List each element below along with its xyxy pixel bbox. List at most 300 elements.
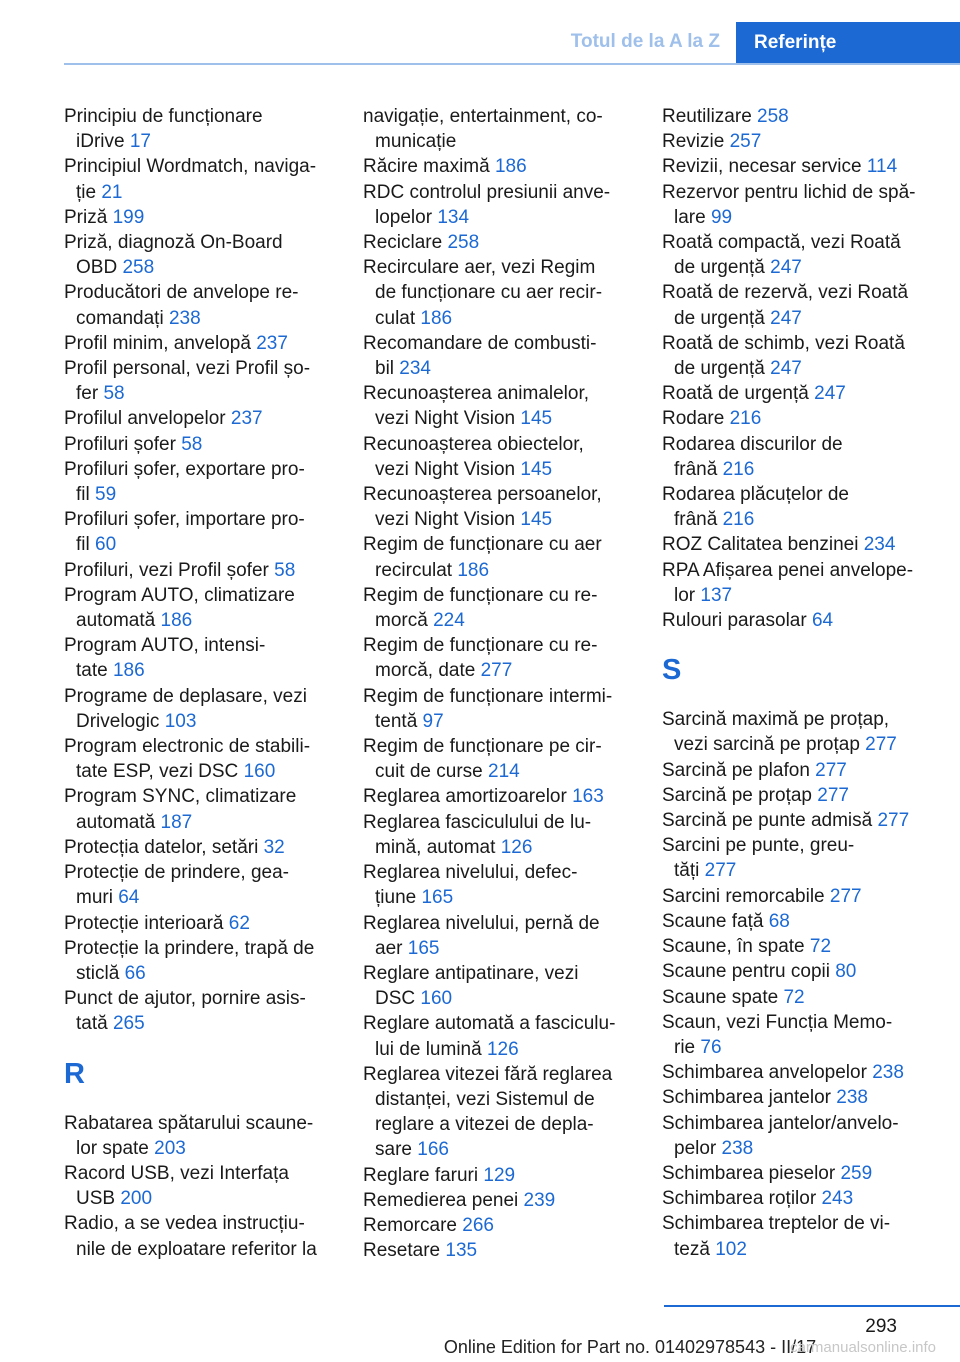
entry-text: fil: [76, 484, 90, 506]
page-reference-link[interactable]: 68: [768, 910, 790, 932]
index-entry: [64, 986, 334, 1036]
entry-text: lor spate: [76, 1137, 149, 1159]
index-entry: [662, 1211, 932, 1261]
index-entry: [64, 457, 334, 507]
entry-text: ție: [76, 181, 97, 203]
entry-text: Rabatarea spătarului scaune-: [64, 1112, 314, 1134]
entry-text: Sarcină pe plafon: [662, 759, 810, 781]
page-reference-link[interactable]: 32: [263, 836, 285, 858]
entry-text: Reutilizare: [662, 106, 752, 127]
index-entry: [64, 406, 334, 431]
entry-text: Răcire maximă: [363, 156, 490, 178]
entry-text: Reciclare: [363, 232, 443, 254]
entry-text: OBD: [76, 257, 118, 279]
entry-text: distanței, vezi Sistemul de: [375, 1088, 595, 1110]
page-reference-link[interactable]: 99: [710, 206, 733, 228]
index-entry: [662, 608, 932, 633]
index-entry: [662, 707, 932, 757]
page-reference-link[interactable]: 239: [523, 1189, 556, 1211]
page-reference-link[interactable]: 237: [230, 408, 263, 430]
entry-text: tate: [76, 660, 108, 682]
entry-text: Profilul anvelopelor: [64, 408, 226, 430]
entry-text: lor: [674, 584, 696, 606]
index-entry: [363, 230, 633, 255]
index-entry-continuation: [363, 104, 633, 154]
entry-text: pelor: [674, 1137, 717, 1159]
entry-text: Scaune, în spate: [662, 936, 805, 958]
entry-text: Recunoașterea obiectelor,: [363, 433, 584, 455]
page-reference-link[interactable]: 216: [729, 408, 762, 430]
page-reference-link[interactable]: 200: [120, 1188, 153, 1210]
page-reference-link[interactable]: 72: [809, 936, 832, 958]
index-entry: [662, 884, 932, 909]
entry-text: Reglarea nivelului, pernă de: [363, 912, 600, 934]
page-reference-link[interactable]: 80: [835, 961, 857, 983]
entry-text: Profiluri șofer, importare pro-: [64, 509, 305, 531]
page-reference-link[interactable]: 257: [729, 131, 762, 153]
entry-text: Protecție de prindere, gea-: [64, 862, 289, 884]
index-entry: [64, 835, 334, 860]
page-reference-link[interactable]: 259: [840, 1162, 873, 1184]
index-entry: [662, 758, 932, 783]
page-reference-link[interactable]: 277: [865, 734, 897, 756]
entry-text: Profil minim, anvelopă: [64, 332, 251, 354]
entry-text: vezi Night Vision: [375, 509, 516, 531]
entry-text: Rodare: [662, 408, 725, 430]
entry-text: teză: [674, 1238, 710, 1260]
entry-text: frână: [674, 458, 718, 480]
page-reference-link[interactable]: 76: [700, 1036, 722, 1058]
entry-text: Schimbarea roților: [662, 1188, 817, 1210]
index-entry: [662, 1111, 932, 1161]
entry-text: Rezervor pentru lichid de spă-: [662, 181, 916, 203]
page-reference-link[interactable]: 243: [821, 1188, 854, 1210]
page-reference-link[interactable]: 129: [483, 1164, 516, 1186]
entry-text: Rulouri parasolar: [662, 610, 807, 632]
entry-text: morcă: [375, 610, 428, 632]
entry-text: Rodarea discurilor de: [662, 433, 843, 455]
entry-text: tentă: [375, 710, 418, 732]
page-reference-link[interactable]: 277: [817, 784, 849, 806]
page-reference-link[interactable]: 199: [112, 206, 145, 228]
index-entry: [662, 1060, 932, 1085]
index-entry: [64, 936, 334, 986]
index-entry: [363, 532, 633, 582]
index-entry: [64, 583, 334, 633]
index-entry: [64, 356, 334, 406]
entry-text: Drivelogic: [76, 710, 160, 732]
entry-text: tăți: [674, 860, 700, 882]
page-reference-link[interactable]: 114: [866, 156, 898, 178]
page-reference-link[interactable]: 234: [863, 534, 896, 556]
page-reference-link[interactable]: 64: [118, 887, 140, 909]
section-letter: S: [662, 654, 682, 687]
index-entry: [662, 381, 932, 406]
entry-text: Recunoașterea animalelor,: [363, 383, 590, 405]
page-reference-link[interactable]: 214: [488, 761, 520, 783]
page-reference-link[interactable]: 165: [407, 937, 440, 959]
index-entry: [363, 583, 633, 633]
entry-text: vezi Night Vision: [375, 458, 516, 480]
page-reference-link[interactable]: 145: [520, 408, 553, 430]
entry-text: iDrive: [76, 131, 125, 153]
page-reference-link[interactable]: 238: [168, 307, 201, 329]
entry-text: tată: [76, 1013, 108, 1035]
entry-text: Protecția datelor, setări: [64, 836, 259, 858]
header-rule: [64, 63, 960, 65]
index-entry: [64, 230, 334, 280]
entry-text: Roată de schimb, vezi Roată: [662, 332, 905, 354]
entry-text: aer: [375, 937, 403, 959]
index-entry: [662, 406, 932, 431]
entry-text: Regim de funcționare cu re-: [363, 635, 598, 657]
entry-text: Revizie: [662, 131, 725, 153]
page-reference-link[interactable]: 58: [103, 383, 125, 405]
index-entry: [662, 180, 932, 230]
entry-text: Regim de funcționare intermi-: [363, 685, 613, 707]
entry-text: municație: [375, 131, 457, 153]
entry-text: Radio, a se vedea instrucțiu-: [64, 1213, 305, 1235]
entry-text: Reglarea amortizoarelor: [363, 786, 567, 808]
page-reference-link[interactable]: 163: [572, 786, 604, 808]
entry-text: DSC: [375, 988, 416, 1010]
index-entry: [363, 961, 633, 1011]
index-entry: [662, 129, 932, 154]
tab-references[interactable]: Referințe: [736, 22, 960, 63]
entry-text: vezi sarcină pe proțap: [674, 734, 860, 756]
page-reference-link[interactable]: 238: [872, 1062, 904, 1084]
page-reference-link[interactable]: 265: [112, 1013, 145, 1035]
entry-text: Regim de funcționare cu re-: [363, 584, 598, 606]
entry-text: Scaune pentru copii: [662, 961, 830, 983]
index-entry: [363, 180, 633, 230]
entry-text: rie: [674, 1036, 696, 1058]
page-reference-link[interactable]: 62: [228, 912, 250, 934]
index-entry: [363, 482, 633, 532]
entry-text: morcă, date: [375, 660, 476, 682]
page-reference-link[interactable]: 135: [445, 1240, 478, 1262]
index-entry: [662, 331, 932, 381]
index-entry: [662, 934, 932, 959]
entry-text: Sarcini pe punte, greu-: [662, 835, 855, 857]
page-reference-link[interactable]: 134: [437, 206, 470, 228]
index-entry: [662, 909, 932, 934]
page-reference-link[interactable]: 186: [457, 559, 490, 581]
entry-text: Reglare automată a fasciculu-: [363, 1013, 616, 1035]
page-reference-link[interactable]: 186: [420, 307, 453, 329]
entry-text: de urgență: [674, 358, 765, 380]
index-entry: [363, 1213, 633, 1238]
entry-text: fil: [76, 534, 90, 556]
entry-text: de urgență: [674, 307, 765, 329]
index-entry: [363, 784, 633, 809]
entry-text: tate ESP, vezi DSC: [76, 761, 239, 783]
watermark: carmanualsonline.info: [790, 1339, 936, 1356]
entry-text: Program AUTO, intensi-: [64, 635, 266, 657]
index-entry: [662, 280, 932, 330]
page-reference-link[interactable]: 58: [274, 559, 296, 581]
entry-text: comandați: [76, 307, 164, 329]
index-entry: [363, 1238, 633, 1263]
page-reference-link[interactable]: 266: [462, 1214, 494, 1236]
page-reference-link[interactable]: 160: [420, 988, 453, 1010]
index-entry: [662, 959, 932, 984]
entry-text: țiune: [375, 887, 417, 909]
entry-text: lopelor: [375, 206, 433, 228]
entry-text: lui de lumină: [375, 1038, 482, 1060]
entry-text: Reglarea fasciculului de lu-: [363, 811, 592, 833]
page-reference-link[interactable]: 216: [722, 458, 755, 480]
entry-text: Reglarea vitezei fără reglarea: [363, 1063, 613, 1085]
entry-text: culat: [375, 307, 416, 329]
entry-text: Reglarea nivelului, defec-: [363, 862, 578, 884]
page-reference-link[interactable]: 166: [417, 1139, 449, 1161]
entry-text: Principiul Wordmatch, naviga-: [64, 156, 317, 178]
entry-text: Recirculare aer, vezi Regim: [363, 257, 596, 279]
page-reference-link[interactable]: 247: [770, 257, 802, 279]
entry-text: Reglare faruri: [363, 1164, 479, 1186]
entry-text: Profiluri șofer, exportare pro-: [64, 458, 305, 480]
page-reference-link[interactable]: 66: [124, 962, 146, 984]
entry-text: Sarcină pe punte admisă: [662, 810, 873, 832]
index-entry: [64, 507, 334, 557]
index-entry: [64, 331, 334, 356]
entry-text: cuit de curse: [375, 761, 483, 783]
entry-text: Rodarea plăcuțelor de: [662, 484, 849, 506]
page-reference-link[interactable]: 258: [757, 106, 789, 127]
entry-text: recirculat: [375, 559, 453, 581]
page-reference-link[interactable]: 145: [520, 458, 553, 480]
page-reference-link[interactable]: 238: [836, 1087, 868, 1109]
index-entry: [662, 482, 932, 532]
page-reference-link[interactable]: 58: [181, 433, 203, 455]
index-entry: [662, 1186, 932, 1211]
entry-text: Schimbarea treptelor de vi-: [662, 1213, 891, 1235]
index-entry: [363, 860, 633, 910]
entry-text: de urgență: [674, 257, 765, 279]
entry-text: navigație, entertainment, co-: [363, 106, 603, 127]
entry-text: Program AUTO, climatizare: [64, 584, 295, 606]
page-reference-link[interactable]: 234: [399, 358, 431, 380]
page-reference-link[interactable]: 277: [829, 885, 862, 907]
index-entry: [64, 633, 334, 683]
index-entry: [662, 985, 932, 1010]
page-reference-link[interactable]: 237: [256, 332, 288, 354]
entry-text: mină, automat: [375, 836, 496, 858]
page-reference-link[interactable]: 145: [520, 509, 553, 531]
page-reference-link[interactable]: 247: [770, 307, 802, 329]
page-reference-link[interactable]: 187: [160, 811, 193, 833]
page-reference-link[interactable]: 277: [704, 860, 737, 882]
entry-text: Programe de deplasare, vezi: [64, 685, 307, 707]
page-reference-link[interactable]: 160: [243, 761, 276, 783]
index-entry: [363, 684, 633, 734]
entry-text: Schimbarea anvelopelor: [662, 1062, 867, 1084]
page-reference-link[interactable]: 126: [486, 1038, 519, 1060]
index-entry: [64, 154, 334, 204]
page-reference-link[interactable]: 137: [700, 584, 733, 606]
page-reference-link[interactable]: 186: [494, 156, 527, 178]
entry-text: Reglare antipatinare, vezi: [363, 962, 579, 984]
page-reference-link[interactable]: 277: [815, 759, 847, 781]
index-entry: [64, 558, 334, 583]
entry-text: Sarcină pe proțap: [662, 784, 812, 806]
page-number: 293: [865, 1316, 897, 1337]
page-reference-link[interactable]: 64: [811, 610, 834, 632]
entry-text: muri: [76, 887, 113, 909]
index-entry: [662, 783, 932, 808]
index-entry: [363, 1163, 633, 1188]
index-entry: [363, 1011, 633, 1061]
entry-text: Recomandare de combusti-: [363, 332, 597, 354]
page-reference-link[interactable]: 277: [877, 810, 910, 832]
entry-text: ROZ Calitatea benzinei: [662, 534, 859, 556]
index-entry: [363, 1062, 633, 1163]
index-entry: [363, 331, 633, 381]
entry-text: reglare a vitezei de depla-: [375, 1114, 594, 1136]
entry-text: Resetare: [363, 1240, 441, 1262]
footer-rule: [664, 1305, 960, 1307]
index-entry: [363, 154, 633, 179]
index-entry: [662, 532, 932, 557]
page-reference-link[interactable]: 258: [447, 232, 480, 254]
index-entry: [363, 1188, 633, 1213]
page-reference-link[interactable]: 97: [422, 710, 444, 732]
entry-text: Remorcare: [363, 1214, 457, 1236]
entry-text: sare: [375, 1139, 412, 1161]
entry-text: Program SYNC, climatizare: [64, 786, 297, 808]
entry-text: Producători de anvelope re-: [64, 282, 299, 304]
entry-text: Profil personal, vezi Profil șo-: [64, 358, 311, 380]
page-reference-link[interactable]: 277: [480, 660, 513, 682]
entry-text: Recunoașterea persoanelor,: [363, 484, 602, 506]
page-reference-link[interactable]: 17: [129, 131, 151, 153]
entry-text: Principiu de funcționare: [64, 106, 263, 127]
entry-text: Priză: [64, 206, 108, 228]
index-column-1: [64, 104, 334, 1262]
index-column-2: [363, 104, 633, 1263]
index-entry: [662, 1161, 932, 1186]
entry-text: Schimbarea jantelor: [662, 1087, 831, 1109]
entry-text: de funcționare cu aer recir-: [375, 282, 603, 304]
entry-text: Sarcini remorcabile: [662, 885, 825, 907]
index-entry: [64, 784, 334, 834]
page-reference-link[interactable]: 102: [715, 1238, 747, 1260]
entry-text: Racord USB, vezi Interfața: [64, 1162, 289, 1184]
index-entry: [64, 684, 334, 734]
entry-text: fer: [76, 383, 99, 405]
index-entry: [662, 432, 932, 482]
page-reference-link[interactable]: 165: [421, 887, 454, 909]
entry-text: Roată compactă, vezi Roată: [662, 232, 901, 254]
page-reference-link[interactable]: 60: [95, 534, 117, 556]
entry-text: Sarcină maximă pe proțap,: [662, 709, 890, 731]
index-entry: [662, 154, 932, 179]
page-reference-link[interactable]: 103: [164, 710, 197, 732]
page-reference-link[interactable]: 247: [814, 383, 846, 405]
index-entry: [662, 230, 932, 280]
index-entry: [64, 911, 334, 936]
page-reference-link[interactable]: 72: [783, 986, 805, 1008]
entry-text: Priză, diagnoză On-Board: [64, 232, 283, 254]
entry-text: Revizii, necesar service: [662, 156, 862, 178]
index-entry: [662, 558, 932, 608]
page-reference-link[interactable]: 224: [433, 610, 465, 632]
entry-text: Protecție interioară: [64, 912, 224, 934]
entry-text: RPA Afișarea penei anvelope-: [662, 559, 914, 581]
section-letter: R: [64, 1057, 85, 1090]
index-entry: [64, 432, 334, 457]
page-reference-link[interactable]: 258: [122, 257, 155, 279]
edition-note: Online Edition for Part no. 01402978543 - II/17: [443, 1337, 817, 1357]
entry-text: Schimbarea pieselor: [662, 1162, 836, 1184]
entry-text: lare: [674, 206, 706, 228]
entry-text: Scaune față: [662, 910, 764, 932]
entry-text: sticlă: [76, 962, 120, 984]
entry-text: Regim de funcționare pe cir-: [363, 736, 602, 758]
page-reference-link[interactable]: 186: [160, 610, 193, 632]
page-reference-link[interactable]: 238: [721, 1137, 754, 1159]
entry-text: vezi Night Vision: [375, 408, 516, 430]
page-reference-link[interactable]: 247: [770, 358, 802, 380]
index-entry: [64, 1161, 334, 1211]
index-column-3: [662, 104, 932, 1262]
entry-text: Profiluri, vezi Profil șofer: [64, 559, 269, 581]
index-entry: [363, 255, 633, 331]
tab-az-index[interactable]: Totul de la A la Z: [570, 31, 720, 52]
entry-text: Schimbarea jantelor/anvelo-: [662, 1112, 899, 1134]
entry-text: Punct de ajutor, pornire asis-: [64, 988, 306, 1010]
entry-text: Scaun, vezi Funcția Memo-: [662, 1011, 893, 1033]
index-entry: [363, 734, 633, 784]
index-entry: [662, 833, 932, 883]
entry-text: Profiluri șofer: [64, 433, 176, 455]
page-reference-link[interactable]: 216: [722, 509, 755, 531]
index-entry: [64, 104, 334, 154]
index-entry: [662, 808, 932, 833]
page-reference-link[interactable]: 126: [500, 836, 533, 858]
entry-text: frână: [674, 509, 718, 531]
index-entry: [662, 1010, 932, 1060]
entry-text: Protecție la prindere, trapă de: [64, 937, 315, 959]
entry-text: bil: [375, 358, 395, 380]
index-entry: [64, 1111, 334, 1161]
entry-text: Roată de urgență: [662, 383, 809, 405]
index-entry: [662, 104, 932, 129]
index-entry: [363, 911, 633, 961]
index-entry: [363, 381, 633, 431]
entry-text: RDC controlul presiunii anve-: [363, 181, 611, 203]
page-reference-link[interactable]: 21: [101, 181, 123, 203]
entry-text: Program electronic de stabili-: [64, 736, 311, 758]
entry-text: Scaune spate: [662, 986, 779, 1008]
page-reference-link[interactable]: 59: [95, 484, 117, 506]
entry-text: USB: [76, 1188, 116, 1210]
entry-text: nile de exploatare referitor la: [76, 1238, 317, 1260]
index-entry: [64, 860, 334, 910]
entry-text: Regim de funcționare cu aer: [363, 534, 602, 556]
entry-text: Roată de rezervă, vezi Roată: [662, 282, 909, 304]
index-entry: [662, 1085, 932, 1110]
index-entry: [363, 633, 633, 683]
page-reference-link[interactable]: 203: [154, 1137, 186, 1159]
index-entry: [64, 1211, 334, 1261]
page-reference-link[interactable]: 186: [112, 660, 145, 682]
index-entry: [363, 810, 633, 860]
entry-text: automată: [76, 610, 156, 632]
index-entry: [64, 205, 334, 230]
index-entry: [363, 432, 633, 482]
